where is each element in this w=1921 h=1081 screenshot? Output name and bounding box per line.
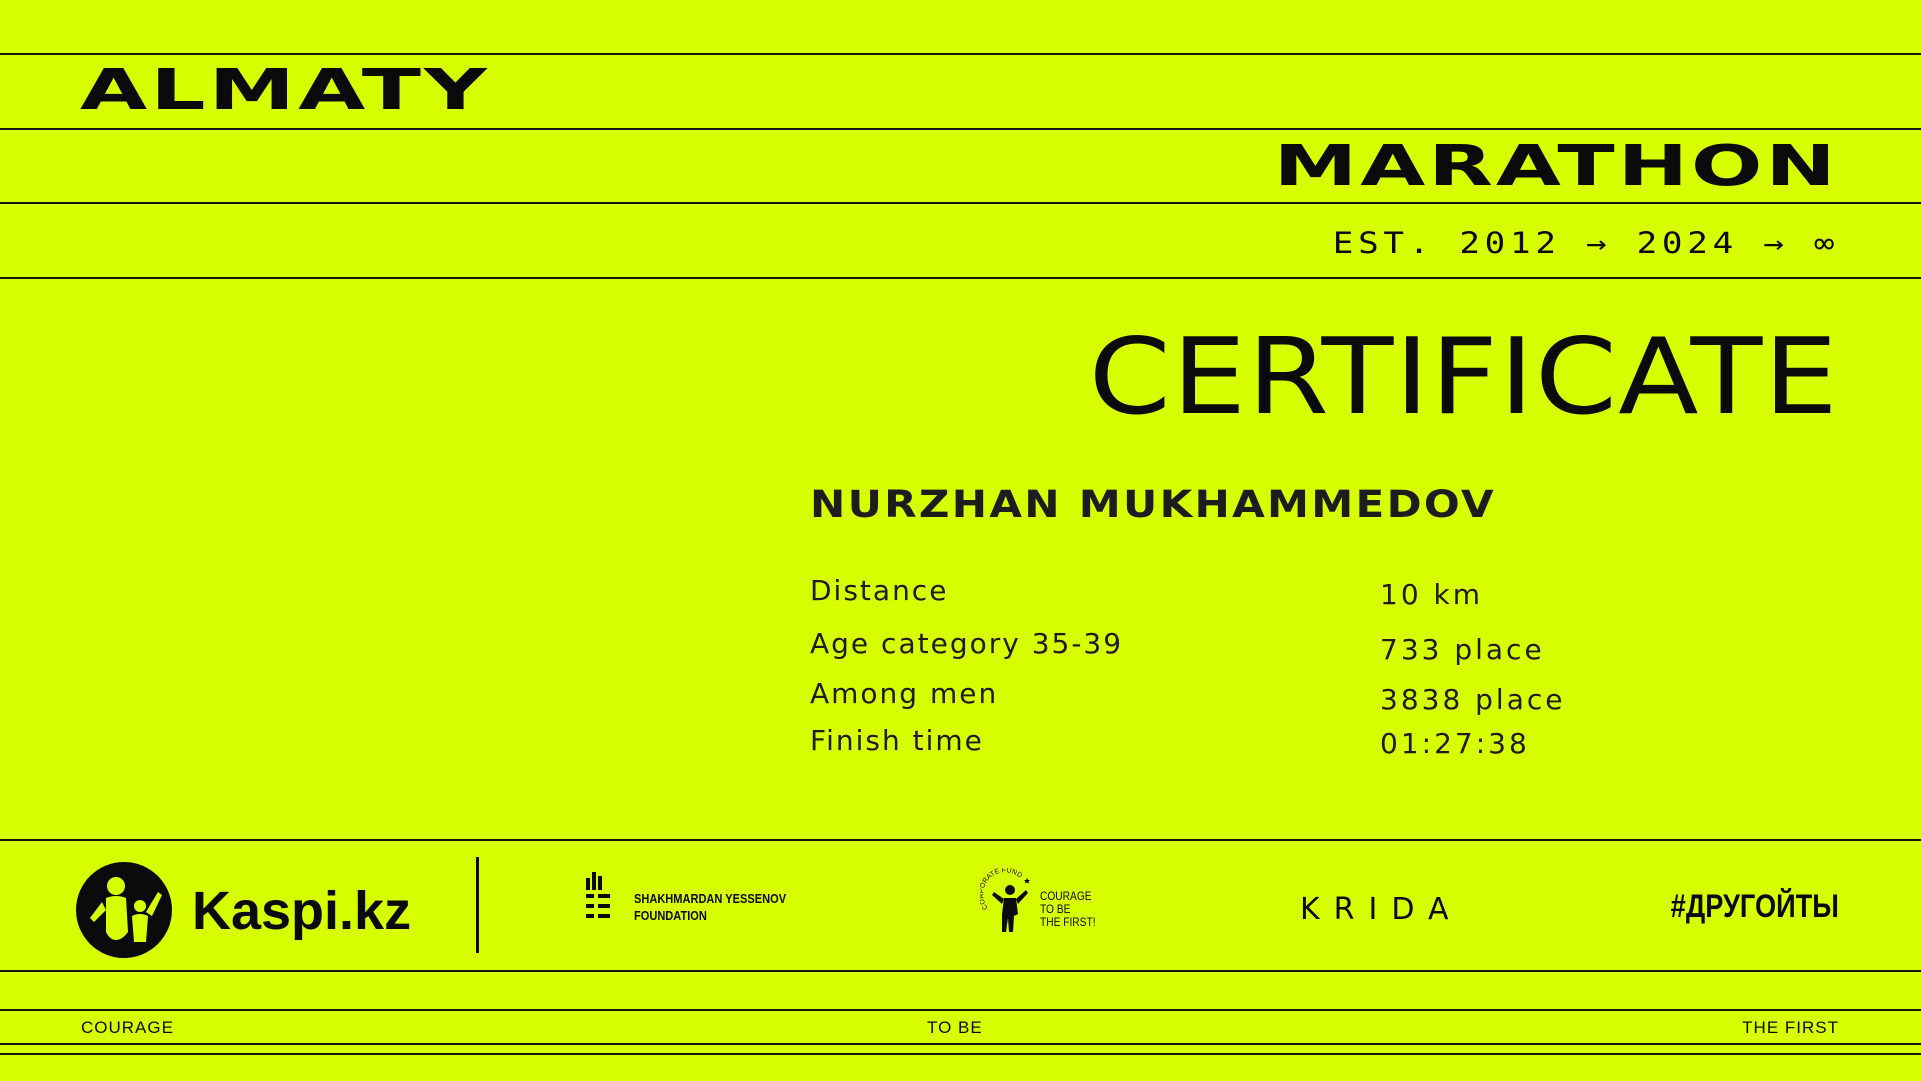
rule-sponsor-bottom [0,970,1921,972]
sponsor-divider [476,857,479,953]
courage-fund-icon [980,868,1036,942]
yessenov-line-1: SHAKHMARDAN YESSENOV [634,891,787,906]
rule-footer-top [0,1009,1921,1011]
row-label-distance: Distance [810,574,949,607]
hashtag-logo: #ДРУГОЙТЫ [1670,888,1839,924]
krida-logo: KRIDA [1300,892,1463,927]
rule-footer-mid [0,1043,1921,1045]
footer-left: COURAGE [81,1018,174,1037]
row-value-among-men: 3838 place [1380,683,1566,716]
rule-4 [0,277,1921,279]
rule-footer-bottom [0,1053,1921,1055]
kaspi-figure-icon [76,862,172,958]
certificate-title: CERTIFICATE [1088,316,1839,438]
footer-center: TO BE [927,1018,983,1037]
fund-line-3: THE FIRST! [1040,915,1096,929]
brand-line-almaty: ALMATY [80,58,490,123]
yessenov-line-2: FOUNDATION [634,908,707,923]
row-value-age-category: 733 place [1380,633,1545,666]
yessenov-foundation-icon [586,872,612,926]
fund-line-2: TO BE [1040,902,1071,916]
established-line: EST. 2012 → 2024 → ∞ [1332,226,1839,260]
row-value-distance: 10 km [1380,578,1484,611]
courage-fund-logo [1040,890,1096,929]
row-value-finish-time: 01:27:38 [1380,727,1530,760]
fund-arc-text: C RATE FUND [980,868,1024,911]
fund-line-1: COURAGE [1040,889,1092,903]
kaspi-logo-text: Kaspi.kz [192,881,412,941]
participant-name: NURZHAN MUKHAMMEDOV [810,483,1496,526]
kaspi-logo-icon [76,862,172,958]
rule-sponsor-top [0,839,1921,841]
rule-3 [0,202,1921,204]
row-label-age-category: Age category 35-39 [810,627,1124,660]
rule-top [0,53,1921,55]
brand-line-marathon: MARATHON [1273,134,1839,199]
footer-right: THE FIRST [1742,1018,1839,1037]
yessenov-foundation-logo [634,890,786,924]
row-label-finish-time: Finish time [810,724,984,757]
row-label-among-men: Among men [810,677,999,710]
rule-2 [0,128,1921,130]
